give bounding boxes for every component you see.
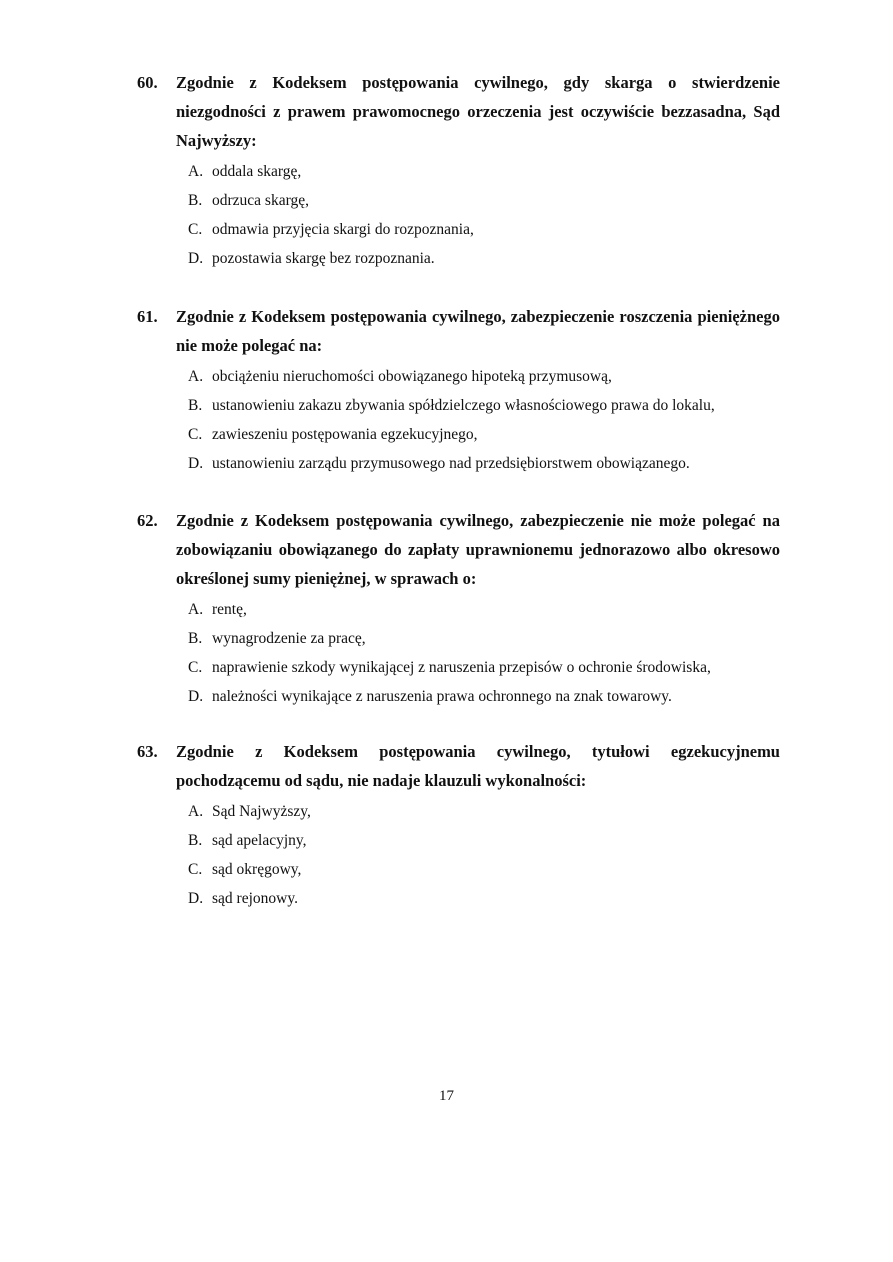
option-letter: A. xyxy=(188,163,204,180)
option-text: wynagrodzenie za pracę, xyxy=(212,630,366,647)
question-61 xyxy=(137,302,780,478)
question-number: 62. xyxy=(137,511,158,530)
option-letter: D. xyxy=(188,890,204,907)
answer-option-d xyxy=(137,244,780,273)
option-text: Sąd Najwyższy, xyxy=(212,803,311,820)
answer-option-b xyxy=(137,826,780,855)
option-text: obciążeniu nieruchomości obowiązanego hipoteką przymusową, xyxy=(212,368,612,385)
answer-options xyxy=(137,595,780,711)
question-text: Zgodnie z Kodeksem postępowania cywilnego, zabezpieczenie nie może polegać na zobowiązaniu obowiązanego do zapłaty uprawnionemu jednorazowo albo okresowo określonej sumy pieniężnej, w sprawach o: xyxy=(176,511,780,588)
question-stem xyxy=(137,737,780,795)
answer-option-d xyxy=(137,449,780,478)
answer-option-c xyxy=(137,420,780,449)
option-letter: D. xyxy=(188,455,204,472)
option-text: odrzuca skargę, xyxy=(212,192,309,209)
question-number: 63. xyxy=(137,742,158,761)
question-stem xyxy=(137,302,780,360)
option-letter: C. xyxy=(188,221,203,238)
option-letter: C. xyxy=(188,659,203,676)
option-letter: B. xyxy=(188,832,203,849)
answer-option-b xyxy=(137,391,780,420)
question-number: 61. xyxy=(137,307,158,326)
answer-option-a xyxy=(137,595,780,624)
answer-option-d xyxy=(137,884,780,913)
option-letter: A. xyxy=(188,368,204,385)
option-letter: A. xyxy=(188,803,204,820)
answer-option-c xyxy=(137,215,780,244)
option-letter: D. xyxy=(188,688,204,705)
option-letter: C. xyxy=(188,861,203,878)
answer-option-b xyxy=(137,624,780,653)
option-letter: B. xyxy=(188,397,203,414)
option-text: zawieszeniu postępowania egzekucyjnego, xyxy=(212,426,478,443)
question-62 xyxy=(137,506,780,711)
option-text: sąd okręgowy, xyxy=(212,861,302,878)
question-63 xyxy=(137,737,780,913)
option-text: należności wynikające z naruszenia prawa ochronnego na znak towarowy. xyxy=(212,688,672,705)
answer-option-c xyxy=(137,653,780,682)
option-text: naprawienie szkody wynikającej z naruszenia przepisów o ochronie środowiska, xyxy=(212,659,711,676)
question-text: Zgodnie z Kodeksem postępowania cywilnego, gdy skarga o stwierdzenie niezgodności z prawem prawomocnego orzeczenia jest oczywiście bezzasadna, Sąd Najwyższy: xyxy=(176,73,780,150)
answer-options xyxy=(137,362,780,478)
answer-option-a xyxy=(137,157,780,186)
answer-option-c xyxy=(137,855,780,884)
option-text: sąd rejonowy. xyxy=(212,890,298,907)
option-text: oddala skargę, xyxy=(212,163,302,180)
answer-option-d xyxy=(137,682,780,711)
option-text: rentę, xyxy=(212,601,247,618)
question-60 xyxy=(137,68,780,273)
question-text: Zgodnie z Kodeksem postępowania cywilnego, zabezpieczenie roszczenia pieniężnego nie może polegać na: xyxy=(176,307,780,355)
option-text: sąd apelacyjny, xyxy=(212,832,307,849)
question-stem xyxy=(137,68,780,155)
question-text: Zgodnie z Kodeksem postępowania cywilnego, tytułowi egzekucyjnemu pochodzącemu od sądu, nie nadaje klauzuli wykonalności: xyxy=(176,742,780,790)
answer-option-b xyxy=(137,186,780,215)
option-text: ustanowieniu zarządu przymusowego nad przedsiębiorstwem obowiązanego. xyxy=(212,455,690,472)
option-text: ustanowieniu zakazu zbywania spółdzielczego własnościowego prawa do lokalu, xyxy=(212,397,715,414)
option-text: pozostawia skargę bez rozpoznania. xyxy=(212,250,435,267)
option-text: odmawia przyjęcia skargi do rozpoznania, xyxy=(212,221,474,238)
option-letter: D. xyxy=(188,250,204,267)
option-letter: B. xyxy=(188,630,203,647)
answer-option-a xyxy=(137,362,780,391)
question-number: 60. xyxy=(137,73,158,92)
answer-option-a xyxy=(137,797,780,826)
page-number: 17 xyxy=(439,1088,454,1104)
question-stem xyxy=(137,506,780,593)
option-letter: A. xyxy=(188,601,204,618)
option-letter: C. xyxy=(188,426,203,443)
answer-options xyxy=(137,157,780,273)
option-letter: B. xyxy=(188,192,203,209)
answer-options xyxy=(137,797,780,913)
